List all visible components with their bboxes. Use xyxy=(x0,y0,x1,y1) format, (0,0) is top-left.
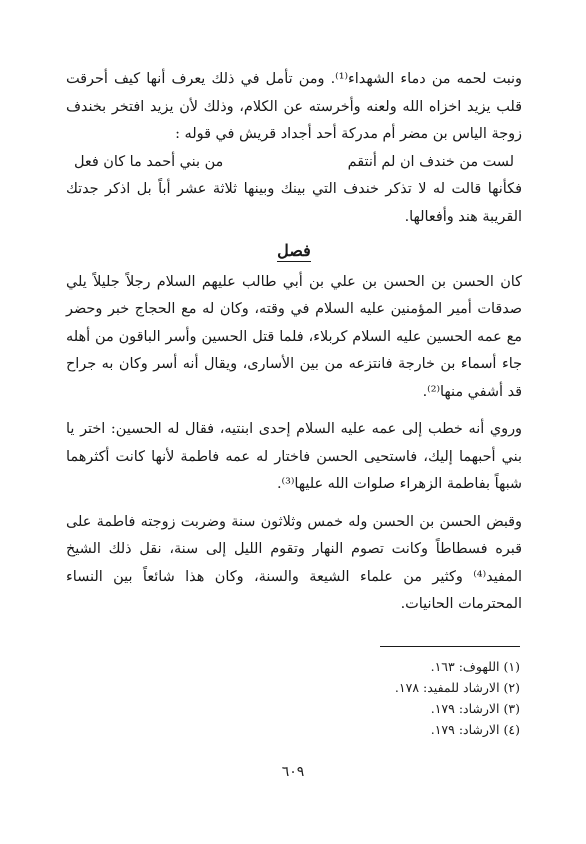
footnote-1: (١) اللهوف: ١٦٣. xyxy=(430,659,520,674)
section-heading xyxy=(66,237,522,265)
page-body xyxy=(66,66,522,619)
footnote-4: (٤) الارشاد: ١٧٩. xyxy=(430,722,520,737)
paragraph-4: وروي أنه خطب إلى عمه عليه السلام إحدى ابنتيه، فقال له الحسين: اختر يا بني أحبهما إليك، فاستحيى الحسن فاختار له عمه فاطمة لأنها كانت أكثرهما شبهاً بفاطمة الزهراء صلوات الله عليها⁽³⁾. xyxy=(66,421,522,492)
section-heading-text: فصل xyxy=(277,241,311,260)
paragraph-3: كان الحسن بن الحسن بن علي بن أبي طالب عليهم السلام رجلاً جليلاً يلي صدقات أمير المؤمنين عليه السلام في وقته، وكان له مع الحجاج خبر وحضر مع عمه الحسين عليه السلام كربلاء، فلما قتل الحسين وأسر الباقون من أهله جاء أسماء بن خارجة فانتزعه من بين الأسارى، ويقال أنه أسر وكان به جراح قد أشفي منها⁽²⁾. xyxy=(66,273,522,400)
footnote-2: (٢) الارشاد للمفيد: ١٧٨. xyxy=(394,680,520,695)
footnote-separator xyxy=(380,646,520,647)
paragraph-1: ونبت لحمه من دماء الشهداء⁽¹⁾. ومن تأمل في ذلك يعرف أنها كيف أحرقت قلب يزيد اخزاه الله ولعنه وأخرسته عن الكلام، وذلك لأن يزيد افتخر بخندف زوجة الياس بن مضر أم مدركة أحد أجداد قريش في قوله : xyxy=(66,71,522,142)
poetry-verse xyxy=(66,149,522,177)
verse-first-hemistich: لست من خندف ان لم أنتقم xyxy=(347,153,514,170)
footnotes xyxy=(220,656,520,740)
verse-second-hemistich: من بني أحمد ما كان فعل xyxy=(74,153,224,170)
paragraph-2: فكأنها قالت له لا تذكر خندف التي بينك وبينها ثلاثة عشر أباً بل اذكر جدتك القريبة هند وأفعالها. xyxy=(66,181,522,225)
footnote-3: (٣) الارشاد: ١٧٩. xyxy=(430,701,520,716)
paragraph-5: وقبض الحسن بن الحسن وله خمس وثلاثون سنة وضربت زوجته فاطمة على قبره فسطاطاً وكانت تصوم النهار وتقوم الليل إلى سنة، نقل ذلك الشيخ المفيد⁽⁴⁾ وكثير من علماء الشيعة والسنة، وكان هذا شائعاً بين النساء المحترمات الحانيات. xyxy=(66,513,522,612)
page-number: ٦٠٩ xyxy=(281,764,305,780)
